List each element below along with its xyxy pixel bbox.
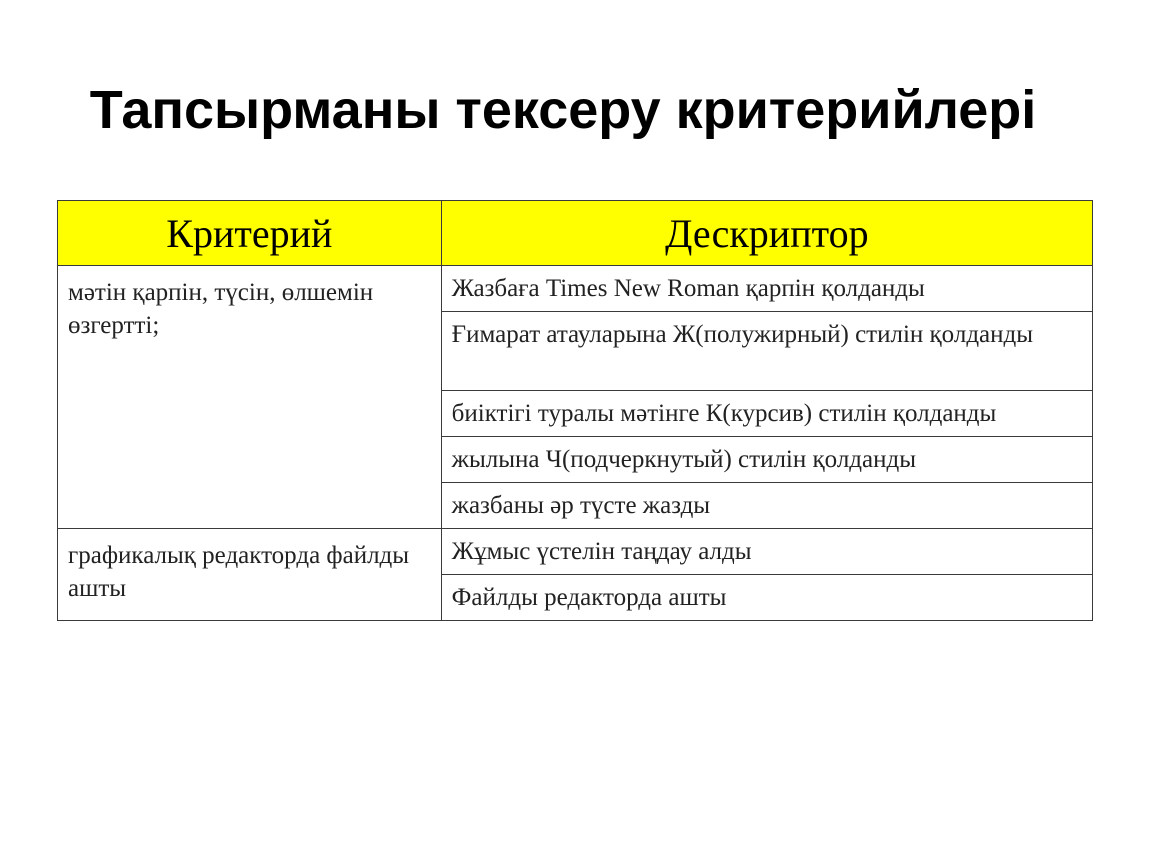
table-row — [58, 529, 1093, 575]
descriptor-cell: жазбаны әр түсте жазды — [441, 483, 1092, 529]
descriptor-cell: жылына Ч(подчеркнутый) стилін қолданды — [441, 437, 1092, 483]
criterion-cell: графикалық редакторда файлды ашты — [58, 529, 442, 621]
criteria-table — [57, 200, 1093, 621]
header-row — [58, 201, 1093, 266]
descriptor-cell: Жазбаға Times New Roman қарпін қолданды — [441, 266, 1092, 312]
descriptor-cell: Ғимарат атауларына Ж(полужирный) стилін қолданды — [441, 312, 1092, 391]
table-row — [58, 266, 1093, 312]
header-descriptor: Дескриптор — [441, 201, 1092, 266]
header-criterion: Критерий — [58, 201, 442, 266]
descriptor-cell: Жұмыс үстелін таңдау алды — [441, 529, 1092, 575]
descriptor-cell: биіктігі туралы мәтінге К(курсив) стилін қолданды — [441, 391, 1092, 437]
criterion-cell: мәтін қарпін, түсін, өлшемін өзгертті; — [58, 266, 442, 529]
descriptor-cell: Файлды редакторда ашты — [441, 575, 1092, 621]
slide-title: Тапсырманы тексеру критерийлері — [89, 80, 1037, 140]
